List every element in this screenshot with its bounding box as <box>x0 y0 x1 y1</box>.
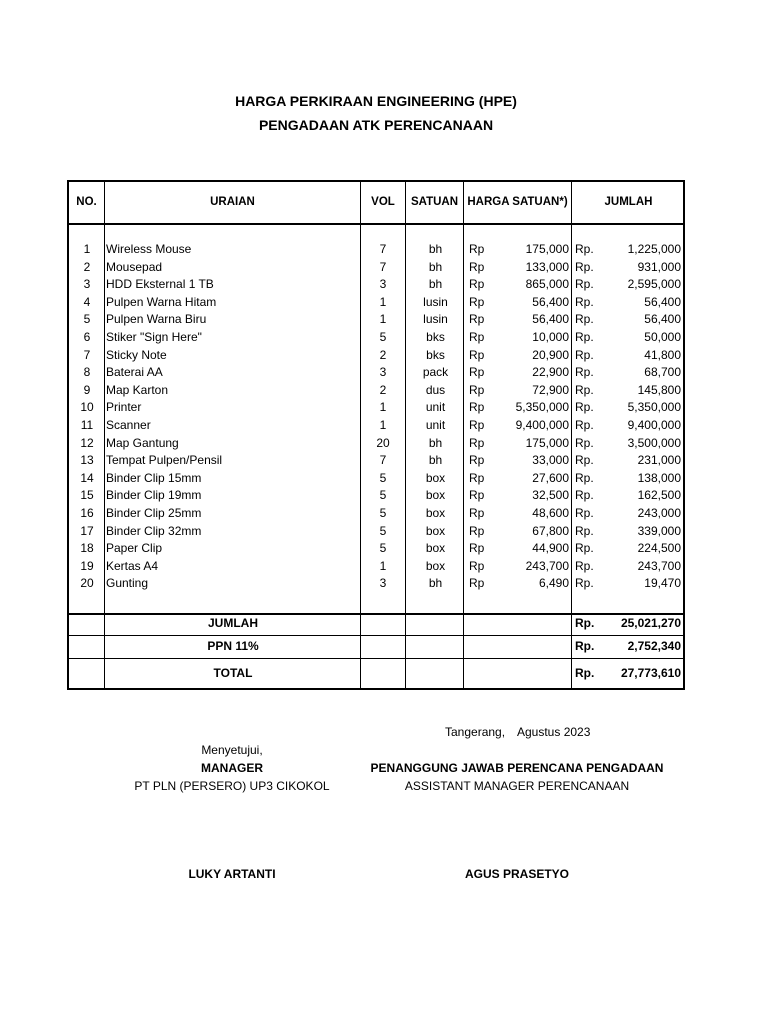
item-price-currency: Rp <box>469 294 485 309</box>
header-jumlah: JUMLAH <box>604 196 653 208</box>
item-vol: 2 <box>379 382 387 397</box>
item-total-currency: Rp. <box>575 470 594 485</box>
item-price-currency: Rp <box>469 435 485 450</box>
item-vol: 5 <box>379 470 387 485</box>
item-price: 27,600 <box>532 470 569 485</box>
hpe-table <box>67 180 685 690</box>
row-divider <box>69 635 683 636</box>
item-total-currency: Rp. <box>575 312 594 327</box>
jumlah-label: JUMLAH <box>208 616 258 630</box>
item-unit: bh <box>428 277 443 292</box>
item-total: 145,800 <box>637 382 681 397</box>
item-name: Baterai AA <box>106 365 163 380</box>
item-total: 50,000 <box>644 330 681 344</box>
item-price-currency: Rp <box>469 576 485 591</box>
item-name: Printer <box>106 400 142 415</box>
item-total-currency: Rp. <box>575 523 594 538</box>
item-price: 56,400 <box>532 312 569 327</box>
item-no: 12 <box>80 435 94 450</box>
item-price: 243,700 <box>525 558 569 573</box>
table-row <box>69 418 683 436</box>
item-price: 44,900 <box>532 541 569 556</box>
table-row <box>69 506 683 524</box>
header-harga-satuan: HARGA SATUAN*) <box>467 196 568 208</box>
item-price: 9,400,000 <box>515 418 569 432</box>
item-price: 56,400 <box>532 294 569 309</box>
item-total-currency: Rp. <box>575 576 594 591</box>
item-total-currency: Rp. <box>575 418 594 432</box>
table-row <box>69 242 683 260</box>
item-price-currency: Rp <box>469 453 485 468</box>
item-vol: 5 <box>379 488 387 503</box>
item-unit: bks <box>426 330 445 344</box>
item-price-currency: Rp <box>469 330 485 344</box>
item-name: Pulpen Warna Hitam <box>106 294 217 309</box>
item-no: 10 <box>80 400 94 415</box>
item-vol: 1 <box>379 312 387 327</box>
item-name: Map Gantung <box>106 435 179 450</box>
item-name: Tempat Pulpen/Pensil <box>106 453 223 468</box>
item-price: 133,000 <box>525 259 569 274</box>
item-price-currency: Rp <box>469 382 485 397</box>
table-row <box>69 541 683 559</box>
item-price: 72,900 <box>532 382 569 397</box>
item-price-currency: Rp <box>469 277 485 292</box>
item-unit: bh <box>428 242 443 256</box>
item-total: 56,400 <box>644 312 681 327</box>
item-price-currency: Rp <box>469 347 485 362</box>
table-row <box>69 524 683 542</box>
item-name: Sticky Note <box>106 347 167 362</box>
item-no: 7 <box>83 347 91 362</box>
item-unit: lusin <box>423 312 448 327</box>
left-signer-title: MANAGER <box>201 761 263 775</box>
item-unit: box <box>425 541 446 556</box>
item-total: 9,400,000 <box>627 418 681 432</box>
table-row <box>69 453 683 471</box>
item-vol: 5 <box>379 330 387 344</box>
item-price-currency: Rp <box>469 470 485 485</box>
header-uraian: URAIAN <box>210 196 255 208</box>
table-row <box>69 436 683 454</box>
item-name: Paper Clip <box>106 541 163 556</box>
item-total-currency: Rp. <box>575 382 594 397</box>
approved-text: Menyetujui, <box>201 743 263 757</box>
header-satuan: SATUAN <box>410 196 459 208</box>
total-value: 27,773,610 <box>620 666 681 680</box>
right-signer-name: AGUS PRASETYO <box>464 867 569 881</box>
item-name: Binder Clip 32mm <box>106 523 202 538</box>
table-row <box>69 312 683 330</box>
item-price-currency: Rp <box>469 400 485 415</box>
item-unit: bh <box>428 259 443 274</box>
item-vol: 7 <box>379 242 387 256</box>
item-total: 68,700 <box>644 365 681 380</box>
item-no: 3 <box>83 277 91 292</box>
item-price-currency: Rp <box>469 506 485 520</box>
item-price-currency: Rp <box>469 488 485 503</box>
item-no: 9 <box>83 382 91 397</box>
item-name: Binder Clip 25mm <box>106 506 202 520</box>
item-price: 48,600 <box>532 506 569 520</box>
table-row <box>69 295 683 313</box>
item-total-currency: Rp. <box>575 506 594 520</box>
item-unit: bh <box>428 435 443 450</box>
item-name: HDD Eksternal 1 TB <box>106 277 214 292</box>
item-total-currency: Rp. <box>575 400 594 415</box>
left-signer-name: LUKY ARTANTI <box>188 867 276 881</box>
table-row <box>69 348 683 366</box>
item-unit: bks <box>426 347 445 362</box>
item-price-currency: Rp <box>469 523 485 538</box>
item-price: 32,500 <box>532 488 569 503</box>
item-name: Mousepad <box>106 259 163 274</box>
table-row <box>69 400 683 418</box>
item-no: 8 <box>83 365 91 380</box>
item-vol: 1 <box>379 400 387 415</box>
item-price-currency: Rp <box>469 259 485 274</box>
item-unit: unit <box>425 418 446 432</box>
total-label: TOTAL <box>213 666 253 680</box>
item-total: 243,700 <box>637 558 681 573</box>
item-total-currency: Rp. <box>575 277 594 292</box>
item-total-currency: Rp. <box>575 488 594 503</box>
item-no: 19 <box>80 558 94 573</box>
item-total: 931,000 <box>637 259 681 274</box>
item-total-currency: Rp. <box>575 259 594 274</box>
item-total: 243,000 <box>637 506 681 520</box>
items-divider <box>69 613 683 615</box>
item-no: 15 <box>80 488 94 503</box>
item-total: 19,470 <box>644 576 681 591</box>
date-text: Agustus 2023 <box>517 725 591 739</box>
header-divider <box>69 223 683 225</box>
item-total: 224,500 <box>637 541 681 556</box>
item-name: Gunting <box>106 576 149 591</box>
ppn-currency: Rp. <box>575 639 595 653</box>
item-price: 67,800 <box>532 523 569 538</box>
item-total: 231,000 <box>637 453 681 468</box>
total-currency: Rp. <box>575 666 595 680</box>
item-name: Binder Clip 19mm <box>106 488 202 503</box>
item-price-currency: Rp <box>469 365 485 380</box>
item-name: Pulpen Warna Biru <box>106 312 207 327</box>
item-total: 56,400 <box>644 294 681 309</box>
item-price-currency: Rp <box>469 418 485 432</box>
item-total-currency: Rp. <box>575 558 594 573</box>
item-total-currency: Rp. <box>575 294 594 309</box>
item-price: 10,000 <box>532 330 569 344</box>
header-no: NO. <box>76 196 97 208</box>
item-no: 14 <box>80 470 94 485</box>
header-vol: VOL <box>371 196 395 208</box>
item-unit: box <box>425 558 446 573</box>
item-vol: 5 <box>379 506 387 520</box>
item-total: 162,500 <box>637 488 681 503</box>
ppn-label: PPN 11% <box>207 639 259 653</box>
item-total-currency: Rp. <box>575 347 594 362</box>
table-row <box>69 559 683 577</box>
item-price-currency: Rp <box>469 242 485 256</box>
table-row <box>69 365 683 383</box>
item-no: 11 <box>80 418 94 432</box>
item-price: 6,490 <box>538 576 569 591</box>
item-vol: 1 <box>379 558 387 573</box>
item-no: 16 <box>80 506 94 520</box>
item-no: 20 <box>80 576 94 591</box>
item-unit: dus <box>425 382 446 397</box>
item-no: 18 <box>80 541 94 556</box>
item-total: 1,225,000 <box>627 242 681 256</box>
item-name: Map Karton <box>106 382 169 397</box>
item-price: 33,000 <box>532 453 569 468</box>
table-row <box>69 260 683 278</box>
item-vol: 5 <box>379 523 387 538</box>
item-price-currency: Rp <box>469 558 485 573</box>
item-name: Scanner <box>106 418 151 432</box>
item-unit: box <box>425 488 446 503</box>
item-no: 1 <box>83 242 91 256</box>
item-price-currency: Rp <box>469 541 485 556</box>
item-total-currency: Rp. <box>575 330 594 344</box>
item-name: Stiker "Sign Here" <box>106 330 202 344</box>
item-vol: 7 <box>379 259 387 274</box>
item-no: 5 <box>83 312 91 327</box>
item-total-currency: Rp. <box>575 541 594 556</box>
item-price-currency: Rp <box>469 312 485 327</box>
item-price: 20,900 <box>532 347 569 362</box>
jumlah-currency: Rp. <box>575 616 595 630</box>
item-total: 3,500,000 <box>627 435 681 450</box>
item-name: Wireless Mouse <box>106 242 192 256</box>
item-vol: 2 <box>379 347 387 362</box>
item-price: 865,000 <box>525 277 569 292</box>
item-no: 4 <box>83 294 91 309</box>
place-text: Tangerang, <box>445 725 506 739</box>
item-total: 41,800 <box>644 347 681 362</box>
item-no: 13 <box>80 453 94 468</box>
item-price: 175,000 <box>525 435 569 450</box>
item-no: 2 <box>83 259 91 274</box>
right-signer-org: ASSISTANT MANAGER PERENCANAAN <box>404 779 630 793</box>
right-signer-title: PENANGGUNG JAWAB PERENCANA PENGADAAN <box>370 761 664 775</box>
table-row <box>69 488 683 506</box>
item-unit: box <box>425 506 446 520</box>
item-name: Kertas A4 <box>106 558 159 573</box>
item-vol: 3 <box>379 576 387 591</box>
table-row <box>69 576 683 594</box>
item-total: 339,000 <box>637 523 681 538</box>
table-row <box>69 330 683 348</box>
document-title: HARGA PERKIRAAN ENGINEERING (HPE) <box>235 93 517 109</box>
item-vol: 5 <box>379 541 387 556</box>
item-price: 175,000 <box>525 242 569 256</box>
item-total-currency: Rp. <box>575 435 594 450</box>
item-total-currency: Rp. <box>575 453 594 468</box>
table-row <box>69 383 683 401</box>
item-vol: 20 <box>376 435 390 450</box>
item-total: 5,350,000 <box>627 400 681 415</box>
row-divider <box>69 658 683 659</box>
item-unit: pack <box>422 365 449 380</box>
item-name: Binder Clip 15mm <box>106 470 202 485</box>
item-price: 22,900 <box>532 365 569 380</box>
item-no: 6 <box>83 330 91 344</box>
table-row <box>69 277 683 295</box>
item-total: 138,000 <box>637 470 681 485</box>
jumlah-value: 25,021,270 <box>620 616 681 630</box>
item-total-currency: Rp. <box>575 365 594 380</box>
table-row <box>69 471 683 489</box>
item-unit: bh <box>428 453 443 468</box>
item-unit: lusin <box>423 294 448 309</box>
item-price: 5,350,000 <box>515 400 569 415</box>
item-total: 2,595,000 <box>627 277 681 292</box>
ppn-value: 2,752,340 <box>627 639 681 653</box>
item-vol: 3 <box>379 277 387 292</box>
item-vol: 3 <box>379 365 387 380</box>
item-unit: unit <box>425 400 446 415</box>
item-total-currency: Rp. <box>575 242 594 256</box>
item-unit: box <box>425 523 446 538</box>
item-vol: 1 <box>379 294 387 309</box>
item-unit: bh <box>428 576 443 591</box>
document-subtitle: PENGADAAN ATK PERENCANAAN <box>258 117 494 133</box>
left-signer-org: PT PLN (PERSERO) UP3 CIKOKOL <box>134 779 330 793</box>
item-unit: box <box>425 470 446 485</box>
item-no: 17 <box>80 523 94 538</box>
item-vol: 7 <box>379 453 387 468</box>
item-vol: 1 <box>379 418 387 432</box>
